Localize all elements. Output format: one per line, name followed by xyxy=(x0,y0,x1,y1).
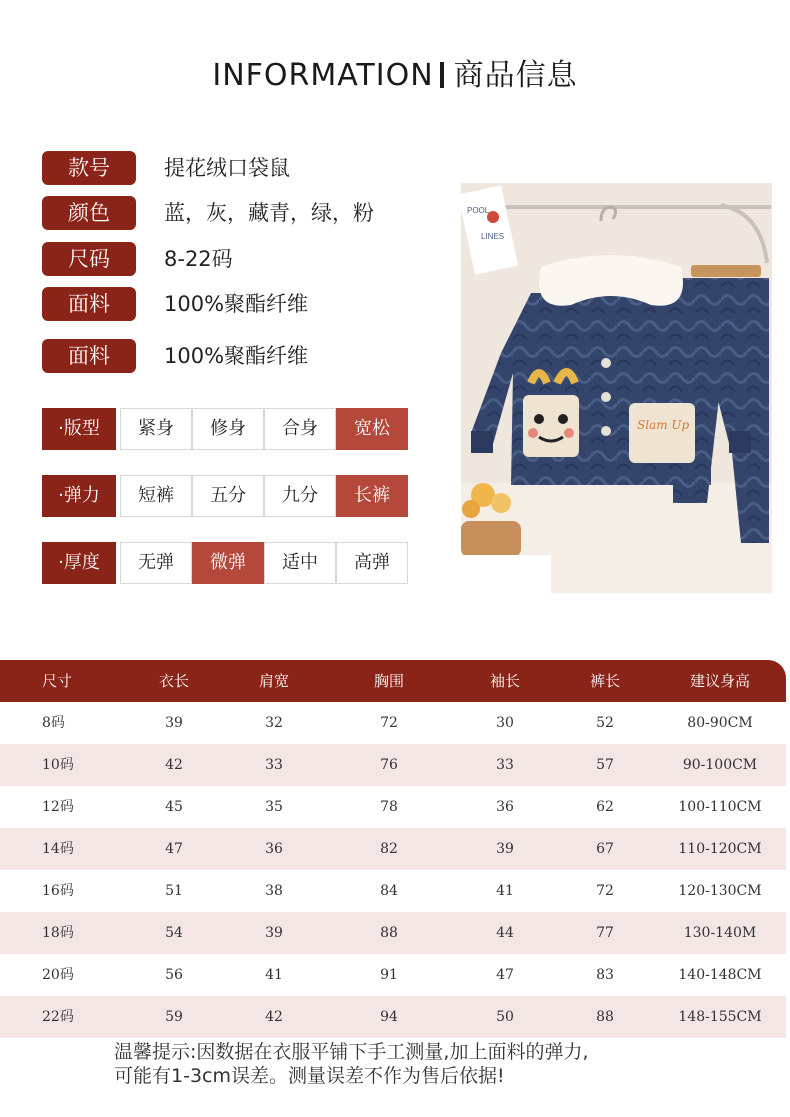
option-row-fit xyxy=(42,408,408,450)
table-row xyxy=(0,828,786,870)
spec-value: 100%聚酯纤维 xyxy=(164,344,309,368)
spec-fabric-2 xyxy=(42,339,422,373)
size-table xyxy=(0,660,786,1038)
table-row xyxy=(0,744,786,786)
table-cell: 84 xyxy=(380,883,398,899)
table-cell: 51 xyxy=(165,883,183,899)
table-cell: 44 xyxy=(496,925,514,941)
option-cell: 合身 xyxy=(264,408,336,450)
hang-tag-text-2: LINES xyxy=(481,232,505,241)
option-cell: 修身 xyxy=(192,408,264,450)
table-cell: 8码 xyxy=(42,715,65,731)
table-cell: 77 xyxy=(596,925,614,941)
table-row xyxy=(0,786,786,828)
hang-tag-text-1: POOL xyxy=(467,206,490,215)
table-cell: 36 xyxy=(496,799,514,815)
table-cell: 30 xyxy=(496,715,514,731)
table-row xyxy=(0,954,786,996)
title-en: INFORMATION xyxy=(212,58,434,93)
table-cell: 72 xyxy=(380,715,398,731)
option-cell-selected: 宽松 xyxy=(336,408,408,450)
table-cell: 83 xyxy=(596,967,614,983)
table-cell: 16码 xyxy=(42,883,74,899)
spec-label: 尺码 xyxy=(42,242,136,276)
table-cell: 35 xyxy=(265,799,283,815)
table-cell: 36 xyxy=(265,841,283,857)
table-cell: 14码 xyxy=(42,841,74,857)
spec-fabric xyxy=(42,287,422,321)
table-cell: 18码 xyxy=(42,925,74,941)
header-cell: 肩宽 xyxy=(258,672,289,690)
spec-label: 款号 xyxy=(42,151,136,185)
right-pocket xyxy=(629,403,695,463)
option-cell: 九分 xyxy=(264,475,336,517)
table-cell: 10码 xyxy=(42,757,74,773)
table-cell: 50 xyxy=(496,1009,514,1025)
table-cell: 39 xyxy=(165,715,183,731)
spec-style-number xyxy=(42,151,422,185)
table-cell: 32 xyxy=(265,715,283,731)
note-line-2: 可能有1-3cm误差。测量误差不作为售后依据! xyxy=(114,1065,505,1087)
table-row xyxy=(0,870,786,912)
table-cell: 100-110CM xyxy=(678,799,762,815)
table-cell: 59 xyxy=(165,1009,183,1025)
table-cell: 33 xyxy=(496,757,514,773)
option-cell: 无弹 xyxy=(120,542,192,584)
table-row xyxy=(0,702,786,744)
header-cell: 袖长 xyxy=(489,672,520,690)
table-cell: 47 xyxy=(496,967,514,983)
spec-value: 100%聚酯纤维 xyxy=(164,292,309,316)
header-cell: 建议身高 xyxy=(689,672,750,690)
table-cell: 54 xyxy=(165,925,183,941)
table-cell: 82 xyxy=(380,841,398,857)
pajama-illustration xyxy=(461,183,772,593)
spec-label: 颜色 xyxy=(42,196,136,230)
option-label: ·厚度 xyxy=(42,542,116,584)
table-cell: 67 xyxy=(596,841,614,857)
spec-label: 面料 xyxy=(42,287,136,321)
table-cell: 41 xyxy=(496,883,514,899)
title-cn: 商品信息 xyxy=(453,58,578,93)
option-cell: 紧身 xyxy=(120,408,192,450)
spec-color xyxy=(42,196,422,230)
option-label: ·版型 xyxy=(42,408,116,450)
spec-size xyxy=(42,242,422,276)
table-cell: 52 xyxy=(596,715,614,731)
table-cell: 72 xyxy=(596,883,614,899)
measurement-note xyxy=(114,1040,588,1088)
option-row-stretch xyxy=(42,475,408,517)
spec-label: 面料 xyxy=(42,339,136,373)
table-cell: 62 xyxy=(596,799,614,815)
spec-value: 提花绒口袋鼠 xyxy=(164,156,290,180)
table-cell: 56 xyxy=(165,967,183,983)
header-cell: 尺寸 xyxy=(42,672,73,690)
table-cell: 39 xyxy=(265,925,283,941)
option-row-thickness xyxy=(42,542,408,584)
spec-value: 蓝，灰，藏青，绿，粉 xyxy=(164,201,374,225)
table-cell: 39 xyxy=(496,841,514,857)
table-cell: 90-100CM xyxy=(682,757,758,773)
table-cell: 130-140M xyxy=(683,925,757,941)
table-cell: 41 xyxy=(265,967,283,983)
option-cell: 五分 xyxy=(192,475,264,517)
header-cell: 衣长 xyxy=(158,672,189,690)
table-cell: 94 xyxy=(380,1009,398,1025)
table-header xyxy=(0,660,786,702)
table-cell: 88 xyxy=(596,1009,614,1025)
table-cell: 148-155CM xyxy=(678,1009,762,1025)
table-cell: 12码 xyxy=(42,799,74,815)
option-cell: 适中 xyxy=(264,542,336,584)
product-photo xyxy=(461,183,772,593)
table-cell: 20码 xyxy=(42,967,74,983)
table-cell: 57 xyxy=(596,757,614,773)
table-cell: 22码 xyxy=(42,1009,74,1025)
table-cell: 38 xyxy=(265,883,283,899)
table-cell: 47 xyxy=(165,841,183,857)
pocket-text: Slam Up xyxy=(637,418,690,432)
table-cell: 140-148CM xyxy=(678,967,762,983)
table-cell: 88 xyxy=(380,925,398,941)
option-cell-selected: 微弹 xyxy=(192,542,264,584)
note-line-1: 温馨提示:因数据在衣服平铺下手工测量,加上面料的弹力, xyxy=(114,1041,589,1063)
table-row xyxy=(0,912,786,954)
table-cell: 80-90CM xyxy=(687,715,753,731)
table-cell: 120-130CM xyxy=(678,883,762,899)
table-cell: 76 xyxy=(380,757,398,773)
table-cell: 78 xyxy=(380,799,398,815)
page-title xyxy=(0,50,790,94)
header-cell: 胸围 xyxy=(373,672,404,690)
option-cell: 高弹 xyxy=(336,542,408,584)
table-cell: 33 xyxy=(265,757,283,773)
table-cell: 42 xyxy=(265,1009,283,1025)
option-cell-selected: 长裤 xyxy=(336,475,408,517)
table-row xyxy=(0,996,786,1038)
option-cell: 短裤 xyxy=(120,475,192,517)
table-cell: 91 xyxy=(380,967,398,983)
spec-value: 8-22码 xyxy=(164,247,233,271)
table-cell: 42 xyxy=(165,757,183,773)
option-label: ·弹力 xyxy=(42,475,116,517)
title-divider xyxy=(440,62,444,88)
table-cell: 110-120CM xyxy=(678,841,762,857)
header-cell: 裤长 xyxy=(589,672,620,690)
table-cell: 45 xyxy=(165,799,183,815)
